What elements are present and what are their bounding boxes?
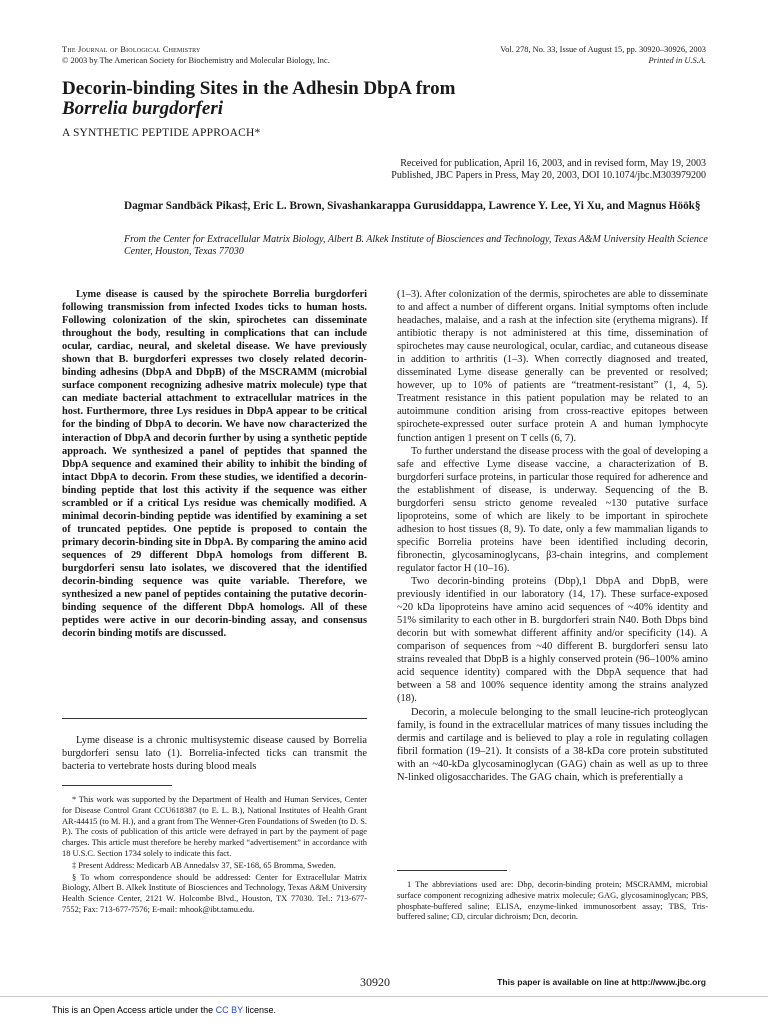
body-paragraph: To further understand the disease process with the goal of developing a safe and effective Lyme disease vaccine, a characterization of B. burgdorferi surface proteins, in particular those required for adherence and the establishment of disease, is underway. Sequencing of the B. burgdorferi sensu stricto genome revealed ~130 putative surface lipoproteins, some of which are likely to be important in spirochete adhesion to host tissues (8, 9). To date, only a few mammalian ligands to specific Borrelia proteins have been identified including decorin, fibronectin, glycosaminoglycans, β3-chain integrins, and complement regulator factor H (10–16).	[397, 445, 708, 574]
issue-header	[500, 44, 706, 66]
open-access-notice	[52, 1005, 276, 1015]
body-paragraph: (1–3). After colonization of the dermis, spirochetes are able to disseminate to and affect a number of different organs. Initial symptoms often include headaches, malaise, and a rash at the infection site (erythema migrans). If antibiotic therapy is not administered at this time, dissemination of spirochetes may cause neurological, ocular, cardiac, and cutaneous disease in addition to arthritis (1–3). When correctly diagnosed and treated, disseminated Lyme disease generally can be prevented or resolved; however, up to 10% of patients are “treatment-resistant” (1, 4, 5). Treatment resistance in this patient population may be related to an autoimmune condition arising from cross-reactive epitopes between spirochete-expressed outer surface protein A and human lymphocyte function antigen 1 present on T cells (6, 7).	[397, 289, 708, 444]
copyright-line: © 2003 by The American Society for Biochemistry and Molecular Biology, Inc.	[62, 56, 330, 65]
footnote-divider-left	[62, 785, 172, 786]
abstract: Lyme disease is caused by the spirochete Borrelia burgdorferi following transmission from infected Ixodes ticks to human hosts. Following colonization of the skin, spirochetes can disseminate throughout the body, resulting in complications that can include ocular, cardiac, neural, and skeletal disease. We have previously shown that B. burgdorferi expresses two closely related decorin-binding adhesins (DbpA and DbpB) of the MSCRAMM (microbial surface component recognizing adhesive matrix molecule) type that can mediate bacterial attachment to extracellular matrices in the host. Furthermore, three Lys residues in DbpA appear to be critical for the binding of DbpA to decorin. We have now characterized the interaction of DbpA and decorin further by using a synthetic peptide approach. We synthesized a panel of peptides that spanned the DbpA sequence and examined their ability to inhibit the binding of intact DbpA to decorin. From these studies, we identified a decorin-binding peptide that lost this activity if the sequence was either scrambled or if a critical Lys residue was chemically modified. A minimal decorin-binding peptide was identified by examining a set of truncated peptides. One peptide is proposed to contain the primary decorin-binding site in DbpA. By comparing the amino acid sequences of 29 different DbpA homologs from different B. burgdorferi sensu lato isolates, we discovered that the identified decorin-binding sequence was quite variable. Therefore, we synthesized a new panel of peptides containing the putative decorin-binding sequence of the different DbpA homologs. All of these peptides were active in our decorin-binding assay, and consensus decorin binding motifs are discussed.	[62, 289, 367, 640]
body-right-column	[397, 288, 708, 784]
abstract-divider	[62, 718, 367, 719]
footnote-divider-right	[397, 870, 507, 871]
correspondence-footnote: § To whom correspondence should be addressed: Center for Extracellular Matrix Biology, Albert B. Alkek Institute of Biosciences and Technology, Texas A&M University Health Science Center, 2121 W. Holcombe Blvd., Houston, TX 77030. Tel.: 713-677-7552; Fax: 713-677-7576; E-mail: mhook@ibt.tamu.edu.	[62, 872, 367, 914]
author-list: Dagmar Sandbäck Pikas‡, Eric L. Brown, Sivashankarappa Gurusiddappa, Lawrence Y. Lee, Yi Xu, and Magnus Höök§	[124, 200, 701, 212]
body-paragraph: Two decorin-binding proteins (Dbp),1 DbpA and DbpB, were previously identified in our laboratory (14, 17). These surface-exposed ~20 kDa lipoproteins have amino acid sequences of ~40% identity and 51% similarity to each other in B. burgdorferi strain N40. Both Dbps bind decorin but with somewhat different affinity and/or specificity (14). A comparison of sequences from ~40 different B. burgdorferi sensu lato strains revealed that DbpB is a highly conserved protein (96–100% amino acid sequence identity) compared with the DbpA sequence that had between a 58 and 100% sequence identity among the strains analyzed (18).	[397, 576, 708, 705]
footer-divider	[0, 996, 768, 997]
cc-by-link[interactable]: CC BY	[215, 1005, 243, 1015]
received-info	[106, 158, 706, 182]
printed-in: Printed in U.S.A.	[648, 56, 706, 65]
open-access-suffix: license.	[245, 1005, 276, 1015]
abbreviations-footnote: 1 The abbreviations used are: Dbp, decorin-binding protein; MSCRAMM, microbial surface component recognizing adhesive matrix molecule; GAG, glycosaminoglycan; PBS, phosphate-buffered saline; ELISA, enzyme-linked immunosorbent assay; TBS, Tris-buffered saline; CD, circular dichroism; Dcn, decorin.	[397, 880, 708, 922]
journal-name: The Journal of Biological Chemistry	[62, 45, 201, 54]
open-access-prefix: This is an Open Access article under the	[52, 1005, 214, 1015]
title-line-1: Decorin-binding Sites in the Adhesin DbpA from	[62, 78, 456, 99]
article-title	[62, 79, 712, 119]
present-address-footnote: ‡ Present Address: Medicarb AB Annedalsv 37, SE-168, 65 Bromma, Sweden.	[72, 860, 336, 870]
footnotes-left	[62, 795, 367, 917]
intro-text: Lyme disease is a chronic multisystemic disease caused by Borrelia burgdorferi sensu lato (1). Borrelia-infected ticks can transmit the bacteria to vertebrate hosts during blood meals	[62, 735, 367, 773]
body-paragraph: Decorin, a molecule belonging to the small leucine-rich proteoglycan family, is found in the extracellular matrices of many tissues including the dermis and cartilage and is believed to play a role in regulating collagen fibril formation (19–21). It consists of a 38-kDa core protein substituted with an ~40-kDa glycosaminoglycan (GAG) chain as well as up to three N-linked oligosaccharides. The GAG chain, which is preferentially a	[397, 706, 708, 783]
affiliation: From the Center for Extracellular Matrix Biology, Albert B. Alkek Institute of Biosciences and Technology, Texas A&M University Health Science Center, Houston, Texas 77030	[124, 234, 708, 257]
journal-header	[62, 44, 330, 66]
online-availability: This paper is available on line at http://www.jbc.org	[497, 977, 706, 987]
introduction-paragraph	[62, 734, 367, 773]
article-subtitle: A SYNTHETIC PEPTIDE APPROACH*	[62, 127, 261, 139]
issue-line: Vol. 278, No. 33, Issue of August 15, pp. 30920–30926, 2003	[500, 45, 706, 54]
published-line: Published, JBC Papers in Press, May 20, 2003, DOI 10.1074/jbc.M303979200	[391, 170, 706, 181]
title-line-2: Borrelia burgdorferi	[62, 98, 223, 119]
page-number: 30920	[360, 975, 390, 989]
funding-footnote: * This work was supported by the Department of Health and Human Services, Center for Disease Control Grant CCU618387 (to E. L. B.), National Institutes of Health Grant AR-44415 (to M. H.), and a grant from The Wenner-Gren Foundations of Sweden (to D. S. P.). The costs of publication of this article were defrayed in part by the payment of page charges. This article must therefore be hereby marked “advertisement” in accordance with 18 U.S.C. Section 1734 solely to indicate this fact.	[62, 795, 367, 858]
footnote-abbreviations	[397, 880, 708, 923]
received-line: Received for publication, April 16, 2003, and in revised form, May 19, 2003	[400, 158, 706, 169]
